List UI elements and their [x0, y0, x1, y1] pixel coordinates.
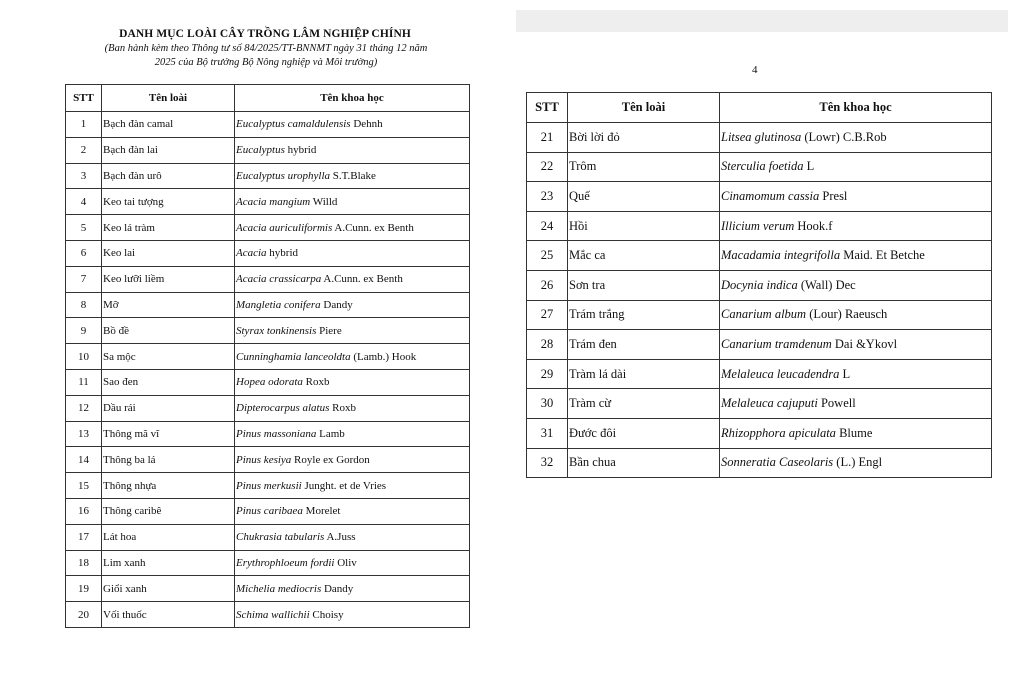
cell-name: Bạch đàn camal: [102, 112, 235, 138]
cell-scientific: [235, 602, 470, 628]
cell-name: Đước đôi: [568, 418, 720, 448]
cell-stt: 10: [66, 344, 102, 370]
table-row: [66, 112, 470, 138]
cell-name: Tràm lá dài: [568, 359, 720, 389]
cell-stt: 21: [527, 123, 568, 153]
table-row: [527, 330, 992, 360]
table-row: [66, 447, 470, 473]
table-row: [527, 152, 992, 182]
cell-name: Sơn tra: [568, 270, 720, 300]
table-row: [66, 163, 470, 189]
scientific-genus-species: Eucalyptus: [236, 144, 285, 157]
scientific-author: L: [839, 366, 851, 381]
scientific-author: A.Cunn. ex Benth: [332, 221, 414, 234]
scientific-author: A.Juss: [324, 531, 356, 544]
header-stt: STT: [527, 93, 568, 123]
cell-name: Bời lời đỏ: [568, 123, 720, 153]
cell-stt: 20: [66, 602, 102, 628]
scientific-author: (L.) Engl: [833, 455, 883, 470]
table-row: [66, 266, 470, 292]
cell-stt: 5: [66, 215, 102, 241]
scientific-author: Dandy: [321, 582, 354, 595]
cell-name: Quế: [568, 182, 720, 212]
cell-stt: 25: [527, 241, 568, 271]
cell-stt: 22: [527, 152, 568, 182]
cell-stt: 30: [527, 389, 568, 419]
cell-scientific: [720, 241, 992, 271]
scientific-genus-species: Acacia: [236, 247, 267, 260]
cell-scientific: [235, 344, 470, 370]
cell-stt: 15: [66, 473, 102, 499]
table-row: [527, 270, 992, 300]
cell-scientific: [235, 318, 470, 344]
table-row: [527, 241, 992, 271]
scientific-genus-species: Hopea odorata: [236, 376, 303, 389]
table-row: [66, 395, 470, 421]
cell-scientific: [235, 550, 470, 576]
table-row: [66, 473, 470, 499]
scientific-genus-species: Pinus merkusii: [236, 479, 302, 492]
scientific-author: L: [803, 159, 815, 174]
cell-stt: 7: [66, 266, 102, 292]
scientific-genus-species: Mangletia conifera: [236, 298, 321, 311]
cell-stt: 2: [66, 137, 102, 163]
cell-stt: 8: [66, 292, 102, 318]
scientific-author: (Wall) Dec: [797, 277, 856, 292]
cell-stt: 24: [527, 211, 568, 241]
document-subtitle: [66, 42, 466, 70]
cell-name: Bạch đàn urô: [102, 163, 235, 189]
scientific-genus-species: Acacia mangium: [236, 195, 311, 208]
scientific-genus-species: Rhizopphora apiculata: [721, 425, 836, 440]
cell-scientific: [235, 266, 470, 292]
table-row: [66, 137, 470, 163]
cell-scientific: [235, 524, 470, 550]
cell-stt: 13: [66, 421, 102, 447]
table-row: [66, 215, 470, 241]
scientific-genus-species: Sterculia foetida: [721, 159, 804, 174]
cell-stt: 14: [66, 447, 102, 473]
cell-name: Bần chua: [568, 448, 720, 478]
cell-name: Keo lưỡi liềm: [102, 266, 235, 292]
scientific-genus-species: Canarium album: [721, 307, 807, 322]
scientific-author: (Lowr) C.B.Rob: [801, 129, 887, 144]
header-name: Tên loài: [102, 85, 235, 112]
cell-scientific: [235, 473, 470, 499]
table-row: [527, 418, 992, 448]
cell-scientific: [720, 359, 992, 389]
cell-scientific: [235, 498, 470, 524]
cell-name: Bồ đề: [102, 318, 235, 344]
cell-name: Thông mã vĩ: [102, 421, 235, 447]
scientific-genus-species: Schima wallichii: [236, 608, 310, 621]
cell-stt: 12: [66, 395, 102, 421]
scientific-genus-species: Macadamia integrifolla: [721, 248, 841, 263]
table-row: [66, 344, 470, 370]
cell-stt: 1: [66, 112, 102, 138]
scientific-author: Dehnh: [350, 118, 383, 131]
cell-scientific: [235, 395, 470, 421]
scientific-genus-species: Dipterocarpus alatus: [236, 402, 330, 415]
table-row: [66, 498, 470, 524]
document-title: DANH MỤC LOÀI CÂY TRỒNG LÂM NGHIỆP CHÍNH: [119, 28, 411, 40]
table-row: [66, 240, 470, 266]
cell-scientific: [720, 300, 992, 330]
cell-scientific: [720, 448, 992, 478]
scientific-author: Junght. et de Vries: [301, 479, 387, 492]
cell-scientific: [235, 112, 470, 138]
cell-name: Thông caribê: [102, 498, 235, 524]
table-row: [527, 182, 992, 212]
scientific-genus-species: Acacia auriculiformis: [236, 221, 333, 234]
cell-stt: 23: [527, 182, 568, 212]
cell-name: Trám đen: [568, 330, 720, 360]
species-table-right: [526, 92, 992, 478]
table-row: [66, 550, 470, 576]
header-scientific: Tên khoa học: [720, 93, 992, 123]
table-row: [66, 602, 470, 628]
cell-scientific: [720, 211, 992, 241]
scientific-author: Blume: [835, 425, 873, 440]
scientific-genus-species: Michelia mediocris: [236, 582, 322, 595]
header-scientific: Tên khoa học: [235, 85, 470, 112]
scientific-author: Piere: [316, 324, 342, 337]
cell-name: Keo lá tràm: [102, 215, 235, 241]
scientific-genus-species: Docynia indica: [721, 277, 798, 292]
scientific-author: Presl: [819, 188, 848, 203]
cell-stt: 6: [66, 240, 102, 266]
header-name: Tên loài: [568, 93, 720, 123]
scientific-genus-species: Eucalyptus urophylla: [236, 169, 330, 182]
table-row: [66, 524, 470, 550]
cell-name: Thông nhựa: [102, 473, 235, 499]
cell-name: Hồi: [568, 211, 720, 241]
scientific-author: (Lour) Raeusch: [806, 307, 888, 322]
cell-name: Giổi xanh: [102, 576, 235, 602]
cell-name: Dầu rái: [102, 395, 235, 421]
scientific-author: Dandy: [320, 298, 353, 311]
cell-scientific: [720, 389, 992, 419]
table-row: [527, 123, 992, 153]
cell-name: Mỡ: [102, 292, 235, 318]
scientific-author: Lamb: [316, 427, 345, 440]
scientific-genus-species: Litsea glutinosa: [721, 129, 802, 144]
cell-stt: 29: [527, 359, 568, 389]
scientific-author: A.Cunn. ex Benth: [321, 273, 403, 286]
table-row: [66, 369, 470, 395]
cell-scientific: [235, 447, 470, 473]
scientific-author: Royle ex Gordon: [291, 453, 370, 466]
scientific-author: Roxb: [329, 402, 356, 415]
scientific-genus-species: Melaleuca cajuputi: [721, 396, 818, 411]
cell-stt: 32: [527, 448, 568, 478]
cell-scientific: [720, 330, 992, 360]
scientific-author: S.T.Blake: [330, 169, 376, 182]
subtitle-line-2: 2025 của Bộ trưởng Bộ Nông nghiệp và Môi trường): [154, 57, 378, 68]
cell-stt: 26: [527, 270, 568, 300]
cell-name: Trám trắng: [568, 300, 720, 330]
table-row: [527, 211, 992, 241]
scientific-author: hybrid: [266, 247, 299, 260]
scientific-author: Roxb: [302, 376, 330, 389]
scientific-author: (Lamb.) Hook: [350, 350, 417, 363]
cell-scientific: [720, 182, 992, 212]
cell-name: Keo lai: [102, 240, 235, 266]
scientific-author: Willd: [310, 195, 338, 208]
cell-stt: 3: [66, 163, 102, 189]
scientific-genus-species: Cinamomum cassia: [721, 188, 820, 203]
cell-stt: 19: [66, 576, 102, 602]
cell-scientific: [235, 369, 470, 395]
cell-name: Mắc ca: [568, 241, 720, 271]
cell-scientific: [720, 270, 992, 300]
table-row: [527, 359, 992, 389]
scientific-genus-species: Erythrophloeum fordii: [236, 556, 335, 569]
cell-name: Thông ba lá: [102, 447, 235, 473]
species-table-left: [65, 84, 470, 628]
subtitle-line-1: (Ban hành kèm theo Thông tư số 84/2025/TT-BNNMT ngày 31 tháng 12 năm: [104, 43, 428, 54]
cell-name: Tràm cừ: [568, 389, 720, 419]
cell-scientific: [235, 137, 470, 163]
table-row: [66, 318, 470, 344]
table-row: [527, 300, 992, 330]
table-row: [527, 448, 992, 478]
scientific-genus-species: Sonneratia Caseolaris: [721, 455, 834, 470]
table-row: [66, 421, 470, 447]
scientific-genus-species: Acacia crassicarpa: [236, 273, 322, 286]
scientific-genus-species: Pinus caribaea: [236, 505, 303, 518]
cell-name: Lim xanh: [102, 550, 235, 576]
cell-stt: 18: [66, 550, 102, 576]
cell-stt: 17: [66, 524, 102, 550]
cell-name: Sao đen: [102, 369, 235, 395]
table-header-row: [527, 93, 992, 123]
cell-stt: 9: [66, 318, 102, 344]
cell-stt: 31: [527, 418, 568, 448]
cell-name: Keo tai tượng: [102, 189, 235, 215]
cell-stt: 27: [527, 300, 568, 330]
cell-scientific: [720, 418, 992, 448]
cell-scientific: [720, 123, 992, 153]
cell-name: Vối thuốc: [102, 602, 235, 628]
cell-name: Trôm: [568, 152, 720, 182]
scientific-author: hybrid: [284, 144, 317, 157]
table-row: [66, 292, 470, 318]
scientific-author: Maid. Et Betche: [840, 248, 925, 263]
page-number: 4: [752, 64, 758, 76]
cell-stt: 28: [527, 330, 568, 360]
document-page-right: [512, 0, 1020, 680]
scientific-genus-species: Illicium verum: [721, 218, 795, 233]
scientific-genus-species: Pinus kesiya: [236, 453, 292, 466]
scientific-genus-species: Melaleuca leucadendra: [721, 366, 840, 381]
cell-scientific: [235, 215, 470, 241]
scientific-author: Dai &Ykovl: [831, 336, 898, 351]
cell-name: Sa mộc: [102, 344, 235, 370]
scientific-author: Morelet: [302, 505, 341, 518]
table-row: [66, 189, 470, 215]
scientific-author: Hook.f: [794, 218, 833, 233]
cell-scientific: [720, 152, 992, 182]
scientific-genus-species: Eucalyptus camaldulensis: [236, 118, 351, 131]
scientific-author: Powell: [817, 396, 856, 411]
cell-name: Bạch đàn lai: [102, 137, 235, 163]
cell-scientific: [235, 421, 470, 447]
scientific-genus-species: Canarium tramdenum: [721, 336, 832, 351]
table-row: [527, 389, 992, 419]
scientific-genus-species: Cunninghamia lanceoldta: [236, 350, 351, 363]
scientific-genus-species: Pinus massoniana: [236, 427, 317, 440]
table-row: [66, 576, 470, 602]
cell-scientific: [235, 240, 470, 266]
table-header-row: [66, 85, 470, 112]
scientific-genus-species: Styrax tonkinensis: [236, 324, 317, 337]
cell-stt: 4: [66, 189, 102, 215]
scientific-genus-species: Chukrasia tabularis: [236, 531, 325, 544]
cell-stt: 16: [66, 498, 102, 524]
cell-scientific: [235, 576, 470, 602]
scientific-author: Choisy: [309, 608, 344, 621]
cell-scientific: [235, 189, 470, 215]
header-stt: STT: [66, 85, 102, 112]
cell-scientific: [235, 163, 470, 189]
cell-name: Lát hoa: [102, 524, 235, 550]
scientific-author: Oliv: [334, 556, 357, 569]
cell-stt: 11: [66, 369, 102, 395]
cell-scientific: [235, 292, 470, 318]
